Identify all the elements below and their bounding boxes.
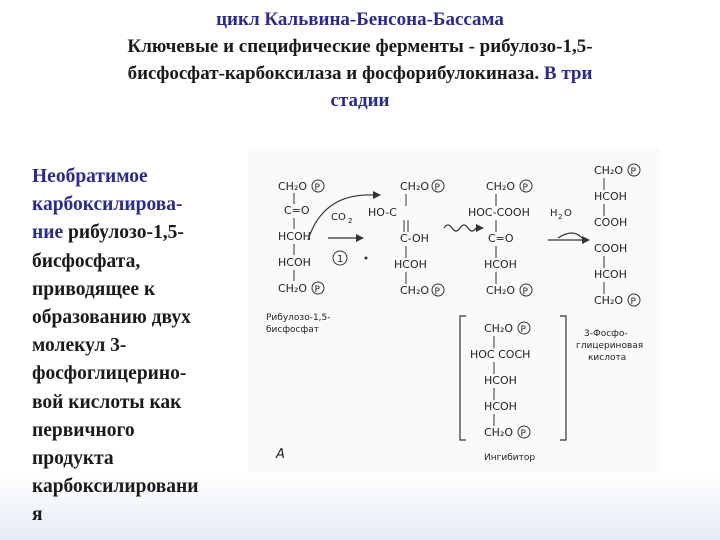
svg-text:P: P — [314, 285, 320, 295]
svg-text:COOH: COOH — [594, 216, 628, 229]
description-text: Необратимое карбоксилирова- ние рибулозо-1,5- бисфосфата, приводящее к образованию двух молекул 3- фосфоглицерино- вой кислоты как первичного продукта карбоксилировани я — [32, 166, 199, 526]
pga-label-1: 3-Фосфо- — [584, 329, 628, 339]
svg-text:HCOH: HCOH — [394, 258, 427, 271]
svg-text:P: P — [522, 287, 528, 297]
ribulose-label-2: бисфосфат — [266, 325, 319, 335]
svg-text:HCOH: HCOH — [484, 400, 517, 413]
m1-row-4: CH₂O — [278, 282, 308, 295]
svg-text:O: O — [564, 208, 572, 219]
svg-text:HCOH: HCOH — [594, 268, 627, 281]
svg-text:1: 1 — [337, 254, 344, 265]
inhibitor-label: Ингибитор — [484, 453, 536, 463]
svg-text:P: P — [630, 297, 636, 307]
slide-title — [0, 6, 720, 114]
svg-text:CH₂O: CH₂O — [400, 284, 430, 297]
svg-text:CH₂O: CH₂O — [484, 426, 514, 439]
m1-row-0: CH₂O — [278, 180, 308, 193]
svg-text:CH₂O: CH₂O — [594, 164, 624, 177]
title-line-2: Ключевые и специфические ферменты - рибулозо-1,5- — [127, 36, 593, 57]
title-line-1: цикл Кальвина-Бенсона-Бассама — [216, 9, 504, 30]
svg-text:CH₂O: CH₂O — [400, 180, 430, 193]
reaction-scheme — [248, 148, 660, 473]
svg-text:CH₂O: CH₂O — [484, 322, 514, 335]
wavy-arrow — [444, 224, 484, 232]
svg-text:C-OH: C-OH — [400, 232, 429, 245]
title-line-4: стадии — [330, 90, 390, 111]
svg-text:CH₂O: CH₂O — [486, 180, 516, 193]
pga-label-3: кислота — [588, 353, 627, 363]
svg-text:P: P — [630, 167, 636, 177]
molecule-pga-pair — [594, 164, 640, 307]
svg-text:2: 2 — [558, 213, 563, 221]
svg-text:CH₂O: CH₂O — [486, 284, 516, 297]
ribulose-label-1: Рибулозо-1,5- — [266, 313, 331, 323]
svg-text:HOC COCH: HOC COCH — [470, 348, 531, 361]
svg-text:COOH: COOH — [594, 242, 628, 255]
calvin-reaction-figure — [248, 148, 660, 473]
molecule-enediol — [368, 180, 444, 297]
m1-row-2: HCOH — [278, 230, 311, 243]
svg-text:P: P — [520, 429, 526, 439]
svg-text:HCOH: HCOH — [594, 190, 627, 203]
title-line-3: бисфосфат-карбоксилаза и фосфорибулокиназа. В три — [127, 63, 593, 84]
m1-row-1: C=O — [284, 204, 310, 217]
svg-text:P: P — [434, 287, 440, 297]
svg-text:HO-C: HO-C — [368, 206, 397, 219]
svg-text:P: P — [434, 183, 440, 193]
svg-text:P: P — [522, 183, 528, 193]
molecule-ketoacid — [468, 180, 532, 297]
svg-text:P: P — [314, 183, 320, 193]
panel-label: A — [276, 447, 285, 462]
molecule-inhibitor — [460, 316, 566, 440]
pga-label-2: глицериновая — [576, 341, 644, 351]
svg-text:C=O: C=O — [488, 232, 514, 245]
molecule-ribulose-bisphosphate — [278, 180, 324, 295]
svg-text:HCOH: HCOH — [484, 374, 517, 387]
svg-text:HCOH: HCOH — [484, 258, 517, 271]
svg-text:CH₂O: CH₂O — [594, 294, 624, 307]
hydrolysis-arrow — [548, 208, 590, 244]
svg-text:2: 2 — [348, 217, 353, 225]
svg-text:HOC-COOH: HOC-COOH — [468, 206, 530, 219]
m1-row-3: HCOH — [278, 256, 311, 269]
h2o-label: H — [550, 208, 558, 219]
co2-label: CO — [331, 212, 346, 223]
carboxylation-arrow — [308, 191, 381, 265]
svg-text:P: P — [520, 325, 526, 335]
